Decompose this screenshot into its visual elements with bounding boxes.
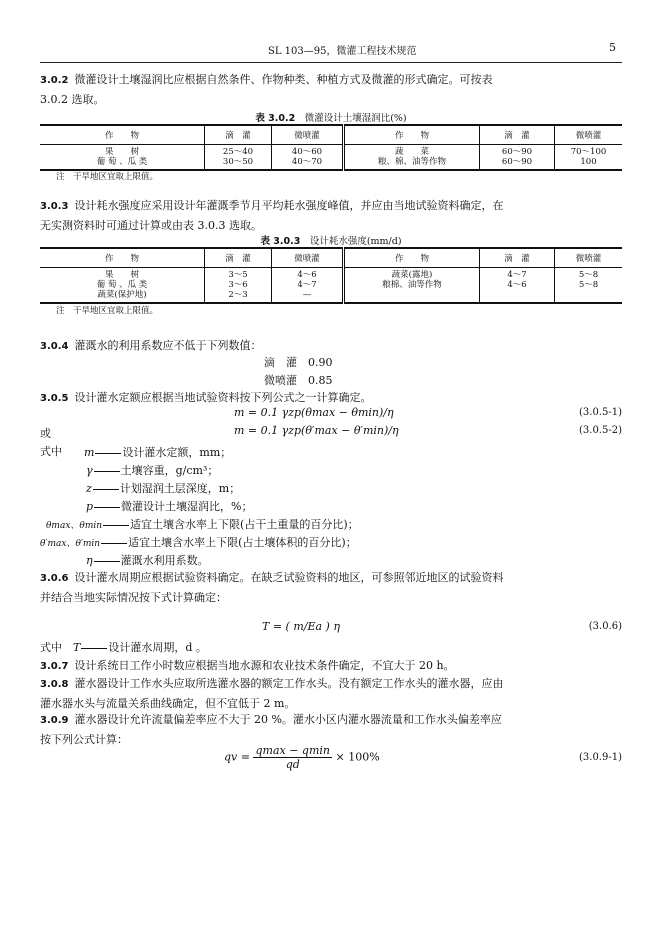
definition-text: 土壤容重，g/cm³； [120,464,219,477]
definition-p [86,498,253,514]
equation-3-0-5-2: m = 0.1 γzp(θ′max − θ′min)/η [234,424,399,437]
running-header [40,38,622,63]
table-cell: 4～7 4～6 [480,268,555,304]
definition-theta-mass [46,516,359,532]
coefficient-micro-spray [264,372,333,388]
clause-text-cont: 按下列公式计算： [40,733,128,746]
definition-text: 设计灌水周期，d 。 [108,641,207,654]
equation-number: (3.0.6) [588,621,622,632]
clause-text: 微灌设计土壤湿润比应根据自然条件、作物种类、种植方式及微灌的形式确定。可按表 [74,73,493,86]
definition-text: 灌溉水利用系数。 [120,554,209,567]
definition-text: 计划湿润土层深度，m； [119,482,241,495]
header-cell: 微喷灌 [555,248,623,268]
coefficient-drip [264,354,333,370]
definition-z [86,480,240,496]
table-label: 表 3.0.3 [260,236,301,247]
clause-number: 3.0.7 [40,661,69,672]
definition-eta [86,552,209,568]
header-cell: 滴 灌 [480,248,555,268]
denominator: qd [285,758,300,771]
clause-number: 3.0.4 [40,341,69,352]
definition-text: 适宜土壤含水率上下限(占土壤体积的百分比)； [128,536,357,549]
definition-text: 微灌设计土壤湿润比，%； [121,500,253,513]
clause-3-0-8 [40,674,622,713]
clause-3-0-3 [40,196,622,235]
symbol: T [73,641,81,654]
table-cell: 3～5 3～6 2～3 [205,268,272,304]
equation-number: (3.0.5-2) [579,425,622,436]
table-cell: 蔬菜(露地) 粮棉、油等作物 [344,268,480,304]
equation-lhs: qv = [224,750,250,764]
clause-text: 设计灌水周期应根据试验资料确定。在缺乏试验资料的地区，可参照邻近地区的试验资料 [74,571,504,584]
clause-3-0-4 [40,336,622,356]
header-cell: 滴 灌 [205,125,272,145]
numerator: qmax − qmin [255,744,331,757]
equation-3-0-9-1 [224,744,380,771]
clause-number: 3.0.3 [40,201,69,212]
table-row [40,145,622,171]
table-header-row [40,248,622,268]
where-label [40,638,622,657]
table-cell: 果 树 葡 萄 、瓜 类 [40,145,205,171]
header-cell: 微喷灌 [272,248,344,268]
table-title: 微灌设计土壤湿润比(%) [304,113,407,124]
header-cell: 滴 灌 [480,125,555,145]
table-cell: 蔬 菜 粮、棉、油等作物 [344,145,480,171]
clause-number: 3.0.9 [40,715,69,726]
equation-3-0-6: T = ( m/Ea ) η [262,620,340,633]
table-cell: 4～6 4～7 — [272,268,344,304]
symbol: θ′max、θ′min [40,539,101,549]
table-caption [0,233,662,247]
header-cell: 微喷灌 [555,125,623,145]
clause-number: 3.0.5 [40,393,69,404]
clause-text: 设计系统日工作小时数应根据当地水源和农业技术条件确定，不宜大于 20 h。 [74,659,455,672]
value: 0.85 [308,374,333,387]
or-text: 或 [40,427,51,440]
definition-m [84,444,231,460]
value: 0.90 [308,356,333,369]
clause-3-0-6 [40,568,622,607]
equation-rhs: × 100% [335,750,380,764]
where-text: 式中 [40,641,62,654]
table-cell: 60～90 60～90 [480,145,555,171]
header-cell: 微喷灌 [272,125,344,145]
definition-text: 适宜土壤含水率上下限(占干土重量的百分比)； [130,518,359,531]
header-cell: 作 物 [40,248,205,268]
clause-text: 设计耗水强度应采用设计年灌溉季节月平均耗水强度峰值，并应由当地试验资料确定，在 [74,199,504,212]
table-note: 注 干旱地区宜取上限值。 [56,306,159,316]
header-title: SL 103—95，微灌工程技术规范 [268,46,417,57]
value-label: 微喷灌 [264,374,297,387]
symbol: θmax、θmin [46,521,103,531]
header-cell: 作 物 [344,125,480,145]
symbol: m [84,446,95,459]
symbol: z [86,482,92,495]
clause-number: 3.0.2 [40,75,69,86]
page-number: 5 [609,41,616,54]
header-cell: 滴 灌 [205,248,272,268]
table-cell: 40～60 40～70 [272,145,344,171]
clause-text-cont: 并结合当地实际情况按下式计算确定： [40,591,227,604]
table-cell: 25～40 30～50 [205,145,272,171]
symbol: η [86,554,93,567]
header-cell: 作 物 [40,125,205,145]
table-title: 设计耗水强度(mm/d) [309,236,402,247]
table-note: 注 干旱地区宜取上限值。 [56,172,159,182]
equation-number: (3.0.9-1) [579,752,622,763]
clause-3-0-7 [40,656,622,676]
table-cell: 果 树 葡 萄 、瓜 类 蔬菜(保护地) [40,268,205,304]
table-header-row [40,125,622,145]
wetting-ratio-table [40,124,622,171]
clause-text: 灌溉水的利用系数应不低于下列数值： [74,339,262,352]
equation-number: (3.0.5-1) [579,407,622,418]
fraction [253,744,332,771]
table-label: 表 3.0.2 [255,113,296,124]
header-cell: 作 物 [344,248,480,268]
clause-number: 3.0.8 [40,679,69,690]
table-row [40,268,622,304]
definition-theta-volume [40,534,357,550]
clause-text-cont: 3.0.2 选取。 [40,93,105,106]
table-cell: 5～8 5～8 [555,268,623,304]
clause-number: 3.0.6 [40,573,69,584]
clause-text: 灌水器设计允许流量偏差率应不大于 20 %。灌水小区内灌水器流量和工作水头偏差率应 [74,713,502,726]
table-cell: 70～100 100 [555,145,623,171]
clause-text-cont: 灌水器水头与流量关系曲线确定，但不宜低于 2 m。 [40,697,296,710]
clause-text: 灌水器设计工作水头应取所选灌水器的额定工作水头。没有额定工作水头的灌水器，应由 [74,677,504,690]
clause-3-0-2 [40,70,622,109]
water-consumption-table [40,247,622,304]
definition-text: 设计灌水定额，mm； [122,446,232,459]
symbol: γ [86,464,93,477]
where-label: 式中 [40,445,62,458]
value-label: 滴 灌 [264,356,297,369]
clause-text-cont: 无实测资料时可通过计算或由表 3.0.3 选取。 [40,219,262,232]
clause-3-0-5 [40,388,622,408]
clause-text: 设计灌水定额应根据当地试验资料按下列公式之一计算确定。 [74,391,372,404]
definition-gamma [86,462,218,478]
equation-3-0-5-1: m = 0.1 γzp(θmax − θmin)/η [234,406,394,419]
table-caption [0,110,662,124]
symbol: p [86,500,94,513]
